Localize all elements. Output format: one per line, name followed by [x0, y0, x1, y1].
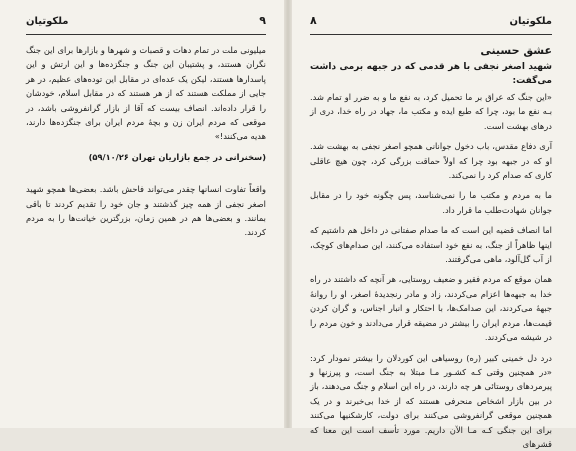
paragraph: آری دفاع مقدس، باب دخول جوانانی همچو اصغر نجفی به بهشت شد. او که در جبهه بود چرا که اولاً حماقت بزرگی کرد، چون هیچ عاقلی کاری که صدام کرد را نمی‌کند. [310, 139, 552, 182]
running-head [310, 14, 552, 32]
running-title: ملکوتیان [26, 16, 69, 27]
running-title: ملکوتیان [510, 16, 553, 27]
paragraph: «این جنگ که عراق بر ما تحمیل کرد، به نفع ما و به ضرر او تمام شد. بـه نفع ما بود، چرا که طبع ایده و مکتب ما، جهاد در راه خدا، دری از درهای بهشت است. [310, 90, 552, 133]
paragraph: اما انصاف قضیه این است که ما صدام صفتانی در داخل هم داشتیم که اینها ظاهراً از جنگ، به نفع خود استفاده می‌کنند، این صدام‌های کوچک، از آب گل‌آلود، ماهی می‌گرفتند. [310, 223, 552, 266]
page-number: ۸ [310, 14, 317, 27]
paragraph: ما به مردم و مکتب ما را نمی‌شناسد، پس چگونه خود را در مقابل جوانان شهادت‌طلب ما قرار داد. [310, 188, 552, 217]
right-page [288, 0, 576, 428]
source-citation: (سخنرانی در جمع بازاریان تهران ۵۹/۱۰/۲۶) [26, 150, 266, 164]
left-page [0, 0, 288, 428]
page-number: ۹ [259, 14, 266, 27]
paragraph: همان موقع که مردم فقیر و ضعیف روستایی، هر آنچه که داشتند در راه خدا به جبهه‌ها اعزام می‌کردند، زاد و مادر رنجدیدهٔ اصغر، او را روانهٔ جبههٔ می‌کردند، این صدامک‌ها، با احتکار و انبار اجناس، و گران کردن قیمت‌ها، مردم ایران را بیشتر در مضیقه قرار می‌دادند و خون مردم را در شیشه می‌کردند. [310, 272, 552, 344]
header-rule [310, 34, 552, 35]
section-subheading: شهید اصغر نجفی با هر قدمی که در جبهه برمی داشت می‌گفت: [310, 60, 552, 88]
header-rule [26, 34, 266, 35]
paragraph: میلیونی ملت در تمام دهات و قصبات و شهرها و بازارها برای این جنگ نگران هستند، و پشتیبان این جنگ و جنگزده‌ها و این ارتش و این پاسدارها هستند، لیکن یک عده‌ای در مقابل این توده‌های عظیم، در هر جایی از مملکت هستند که از هر هستند که در مقابل اسلام، خودشان را قرار داده‌اند. انصاف بیست که آقا از بازار گرانفروشی باشد، در موقعی که مردم ایران زن و بچهٔ مردم ایران برای جنگزده‌ها دارند، هدیه می‌کنند!» [26, 43, 266, 144]
section-heading: عشق حسینی [310, 43, 552, 58]
running-head [26, 14, 266, 32]
paragraph: واقعاً تفاوت انسانها چقدر می‌تواند فاحش باشد. بعضی‌ها همچو شهید اصغر نجفی از همه چیز گذشتند و جان خود را تقدیم کردند تا باقی بمانند. و بعضی‌ها هم در همین زمان، بزرگترین خیانت‌ها را به مردم کردند. [26, 182, 266, 240]
paragraph: درد دل خمینی کبیر (ره) روسیاهی این کوردلان را بیشتر نمودار کرد: «در همچنین وقتی کـه کشـور مـا مبتلا به جنگ است، و پیرزنها و پیرمردهای روستائی هر چه دارند، در راه این اسلام و جنگ می‌دهند، باز در بین بازار اشخاص منحرفی هستند که از خدا بی‌خبرند و در یک همچنین موقعی گرانفروشی می‌کنند برای دولت، کارشکنیها می‌کنند برای این جنگی کـه مـا الآن داریم. مورد تأسف است این معنا که قشرهای [310, 351, 552, 451]
